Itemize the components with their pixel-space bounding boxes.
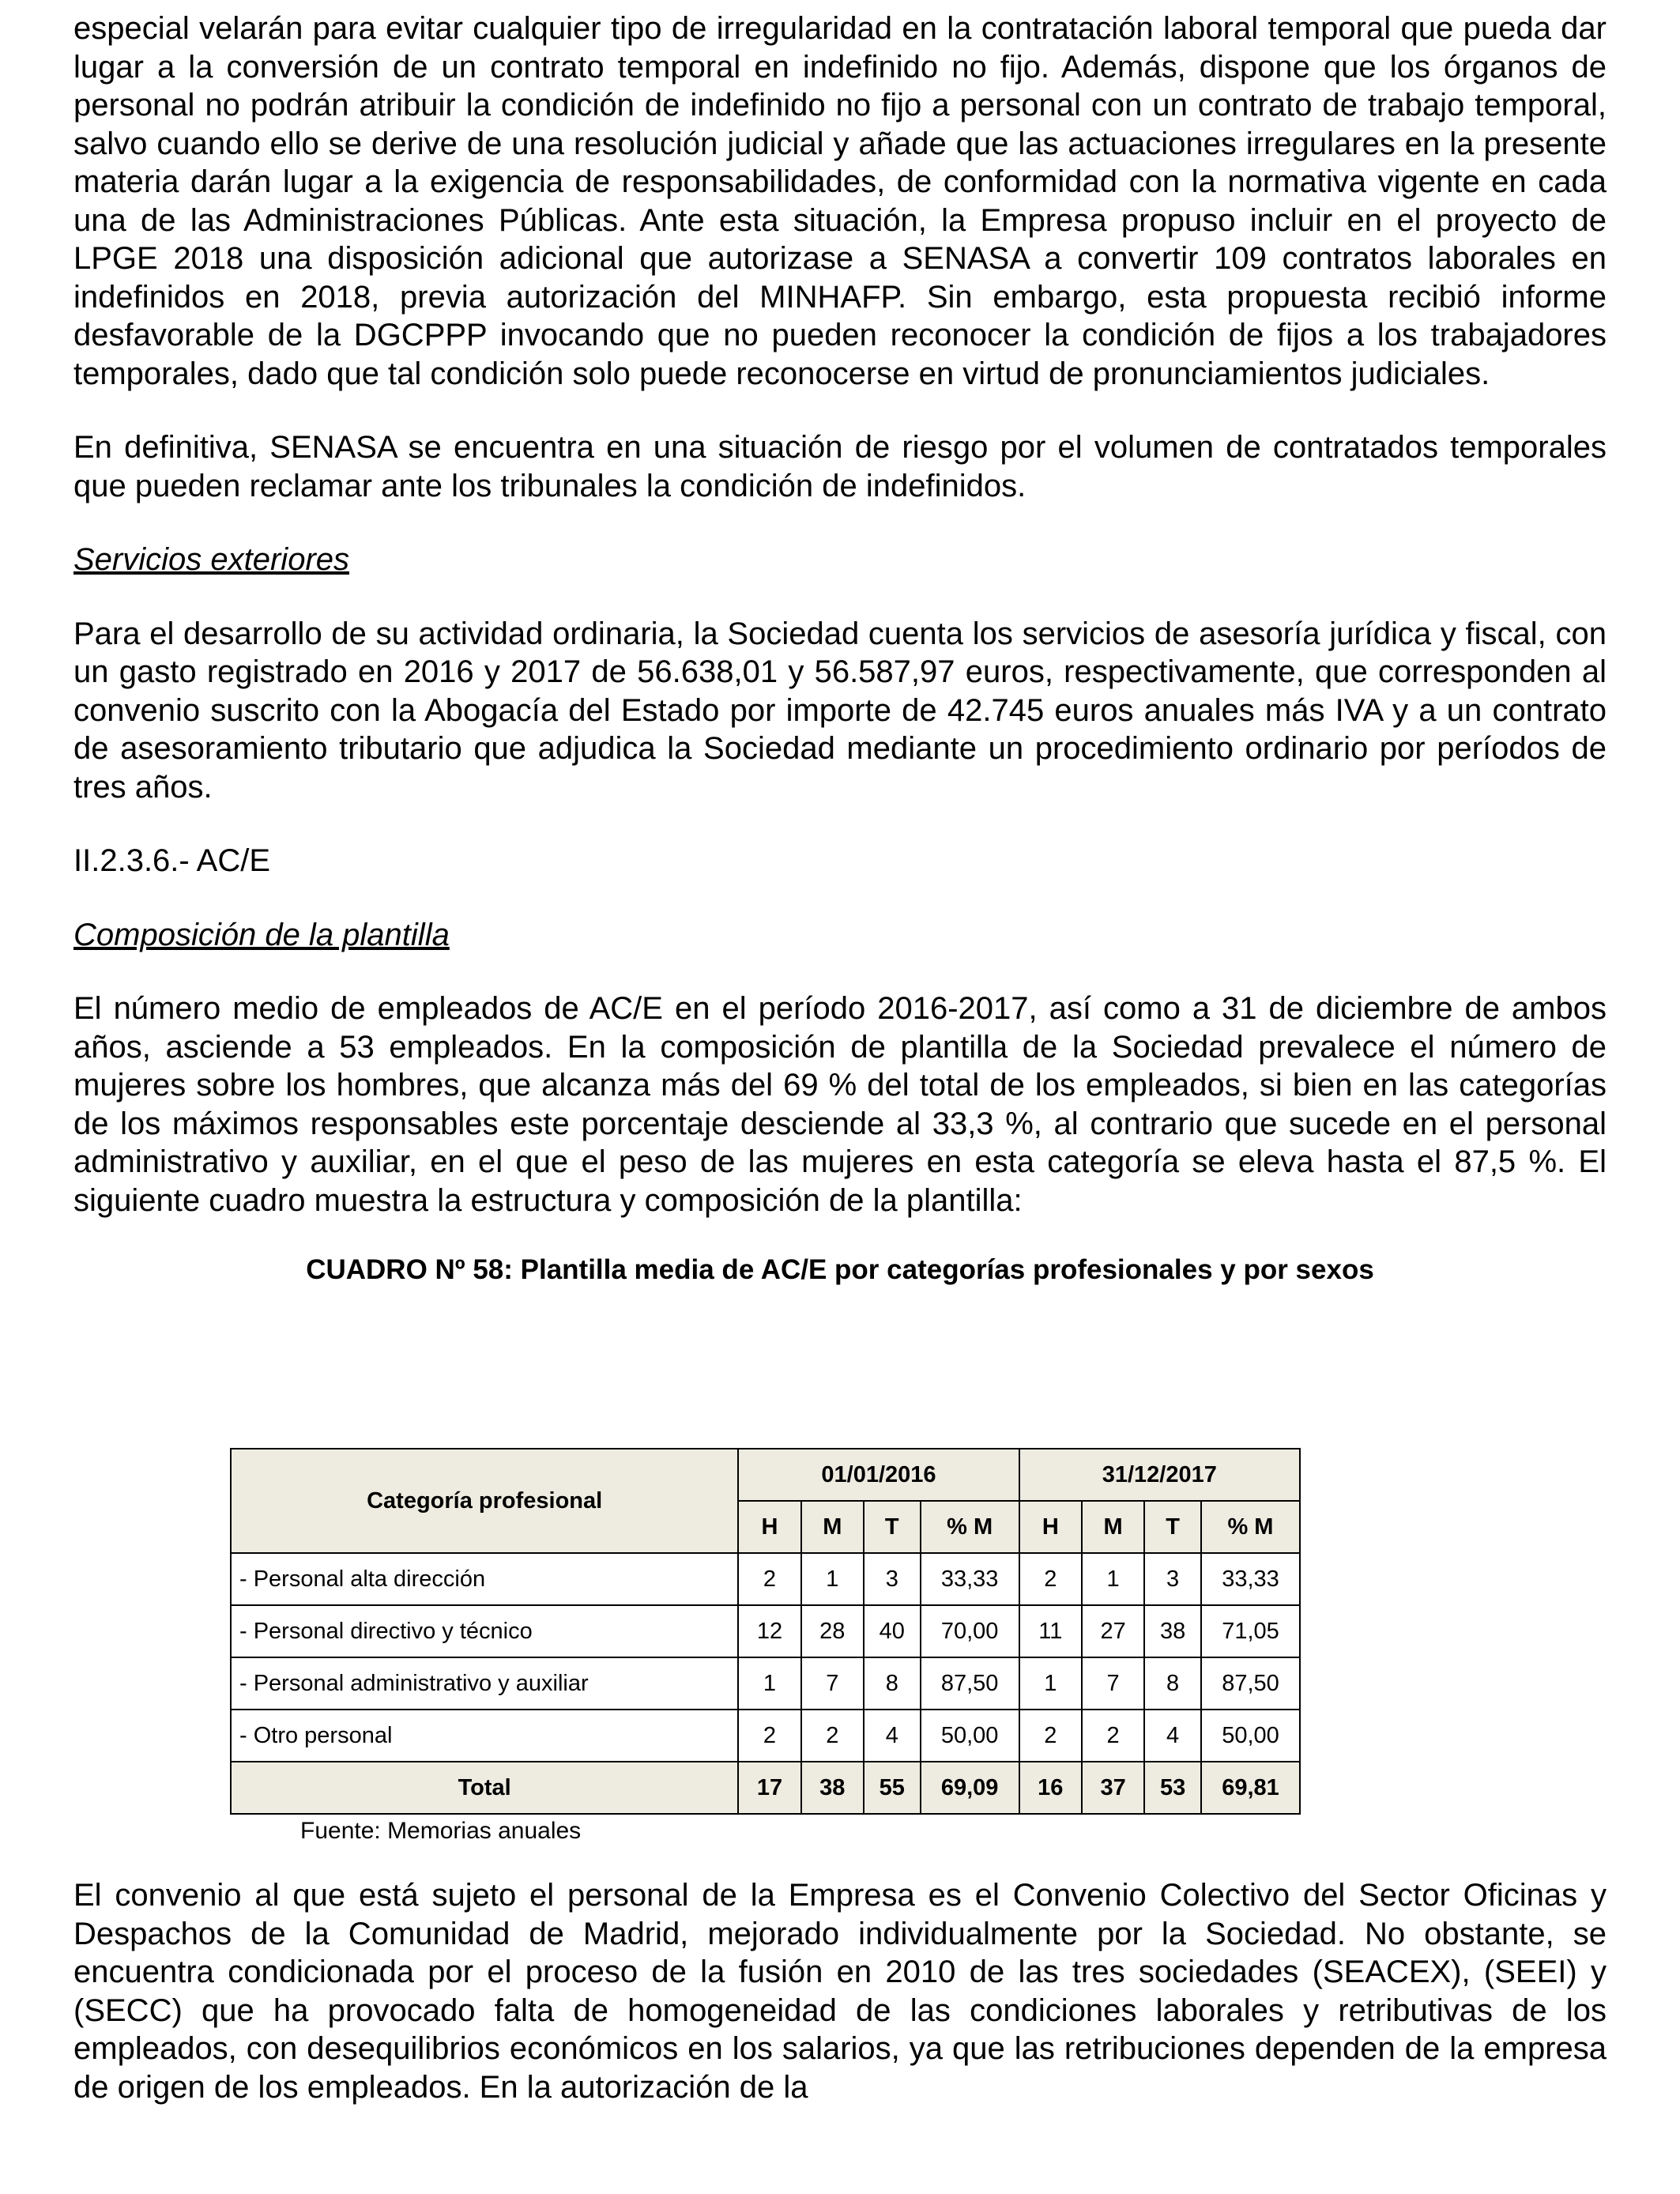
subheader-t: T (1144, 1501, 1201, 1553)
cell: 28 (801, 1605, 864, 1657)
cell: 3 (1144, 1553, 1201, 1605)
cell: 27 (1082, 1605, 1144, 1657)
header-period-2017: 31/12/2017 (1019, 1449, 1300, 1501)
header-category: Categoría profesional (231, 1449, 738, 1553)
subheader-pct-m: % M (921, 1501, 1019, 1553)
paragraph-contratacion: especial velarán para evitar cualquier tipo de irregularidad en la contratación laboral temporal que pueda dar lugar a la conversión de un contrato temporal en indefinido no fijo. Además, dispone que los órganos de personal no podrán atribuir la condición de indefinido no fijo a personal con un contrato de trabajo temporal, salvo cuando ello se derive de una resolución judicial y añade que las actuaciones irregulares en la presente materia darán lugar a la exigencia de responsabilidades, de conformidad con la normativa vigente en cada una de las Administraciones Públicas. Ante esta situación, la Empresa propuso incluir en el proyecto de LPGE 2018 una disposición adicional que autorizase a SENASA a convertir 109 contratos laborales en indefinidos en 2018, previa autorización del MINHAFP. Sin embargo, esta propuesta recibió informe desfavorable de la DGCPPP invocando que no pueden reconocer la condición de fijos a los trabajadores temporales, dado que tal condición solo puede reconocerse en virtud de pronunciamientos judiciales. (73, 11, 1607, 391)
heading-composicion-plantilla: Composición de la plantilla (73, 917, 450, 952)
cell: 7 (801, 1657, 864, 1710)
cell: 17 (738, 1762, 800, 1814)
cell: 37 (1082, 1762, 1144, 1814)
table-total-row (231, 1762, 1300, 1814)
cell: 1 (801, 1553, 864, 1605)
paragraph-convenio: El convenio al que está sujeto el personal de la Empresa es el Convenio Colectivo del Sector Oficinas y Despachos de la Comunidad de Madrid, mejorado individualmente por la Sociedad. No obstante, se encuentra condicionada por el proceso de la fusión en 2010 de las tres sociedades (SEACEX), (SEEI) y (SECC) que ha provocado falta de homogeneidad de las condiciones laborales y retributivas de los empleados, con desequilibrios económicos en los salarios, ya que las retribuciones dependen de la empresa de origen de los empleados. En la autorización de la (73, 1878, 1607, 2105)
cell: 50,00 (1201, 1710, 1300, 1762)
cell: 2 (738, 1710, 800, 1762)
cell: 12 (738, 1605, 800, 1657)
cell: 2 (1019, 1553, 1082, 1605)
row-label: - Otro personal (231, 1710, 738, 1762)
cell: 69,09 (921, 1762, 1019, 1814)
table-source: Fuente: Memorias anuales (300, 1818, 582, 1844)
document-body (73, 9, 1607, 1287)
row-label: - Personal directivo y técnico (231, 1605, 738, 1657)
cell: 70,00 (921, 1605, 1019, 1657)
cell: 2 (1082, 1710, 1144, 1762)
subheader-t: T (864, 1501, 921, 1553)
subheader-pct-m: % M (1201, 1501, 1300, 1553)
staff-table (230, 1448, 1301, 1815)
cell: 8 (864, 1657, 921, 1710)
cell: 3 (864, 1553, 921, 1605)
cell: 38 (1144, 1605, 1201, 1657)
cell: 4 (864, 1710, 921, 1762)
section-number: II.2.3.6.- AC/E (73, 843, 271, 878)
paragraph-composicion: El número medio de empleados de AC/E en el período 2016-2017, así como a 31 de diciembre de ambos años, asciende a 53 empleados. En la composición de plantilla de la Sociedad prevalece el número de mujeres sobre los hombres, que alcanza más del 69 % del total de los empleados, si bien en las categorías de los máximos responsables este porcentaje desciende al 33,3 %, al contrario que sucede en el personal administrativo y auxiliar, en el que el peso de las mujeres en esta categoría se eleva hasta el 87,5 %. El siguiente cuadro muestra la estructura y composición de la plantilla: (73, 991, 1607, 1218)
cell: 11 (1019, 1605, 1082, 1657)
row-label: - Personal alta dirección (231, 1553, 738, 1605)
cell: 7 (1082, 1657, 1144, 1710)
cell: 16 (1019, 1762, 1082, 1814)
subheader-h: H (738, 1501, 800, 1553)
cell: 38 (801, 1762, 864, 1814)
cell: 8 (1144, 1657, 1201, 1710)
row-label: - Personal administrativo y auxiliar (231, 1657, 738, 1710)
cell: 55 (864, 1762, 921, 1814)
table-row (231, 1605, 1300, 1657)
table-row (231, 1553, 1300, 1605)
cell: 40 (864, 1605, 921, 1657)
header-period-2016: 01/01/2016 (738, 1449, 1019, 1501)
cell: 2 (801, 1710, 864, 1762)
cell: 50,00 (921, 1710, 1019, 1762)
table-row (231, 1710, 1300, 1762)
cell: 2 (738, 1553, 800, 1605)
cell: 1 (1082, 1553, 1144, 1605)
cell: 53 (1144, 1762, 1201, 1814)
paragraph-riesgo: En definitiva, SENASA se encuentra en una situación de riesgo por el volumen de contratados temporales que pueden reclamar ante los tribunales la condición de indefinidos. (73, 430, 1607, 503)
cell: 71,05 (1201, 1605, 1300, 1657)
total-label: Total (231, 1762, 738, 1814)
subheader-h: H (1019, 1501, 1082, 1553)
cell: 33,33 (1201, 1553, 1300, 1605)
cell: 87,50 (921, 1657, 1019, 1710)
subheader-m: M (1082, 1501, 1144, 1553)
cell: 4 (1144, 1710, 1201, 1762)
cell: 33,33 (921, 1553, 1019, 1605)
paragraph-servicios: Para el desarrollo de su actividad ordinaria, la Sociedad cuenta los servicios de asesoría jurídica y fiscal, con un gasto registrado en 2016 y 2017 de 56.638,01 y 56.587,97 euros, respectivamente, que corresponden al convenio suscrito con la Abogacía del Estado por importe de 42.745 euros anuales más IVA y a un contrato de asesoramiento tributario que adjudica la Sociedad mediante un procedimiento ordinario por períodos de tres años. (73, 616, 1607, 805)
table-row (231, 1657, 1300, 1710)
subheader-m: M (801, 1501, 864, 1553)
cell: 1 (1019, 1657, 1082, 1710)
cell: 69,81 (1201, 1762, 1300, 1814)
cell: 87,50 (1201, 1657, 1300, 1710)
table-caption: CUADRO Nº 58: Plantilla media de AC/E por categorías profesionales y por sexos (306, 1254, 1374, 1285)
heading-servicios-exteriores: Servicios exteriores (73, 542, 350, 577)
cell: 2 (1019, 1710, 1082, 1762)
document-body-bottom (73, 1876, 1607, 2106)
cell: 1 (738, 1657, 800, 1710)
